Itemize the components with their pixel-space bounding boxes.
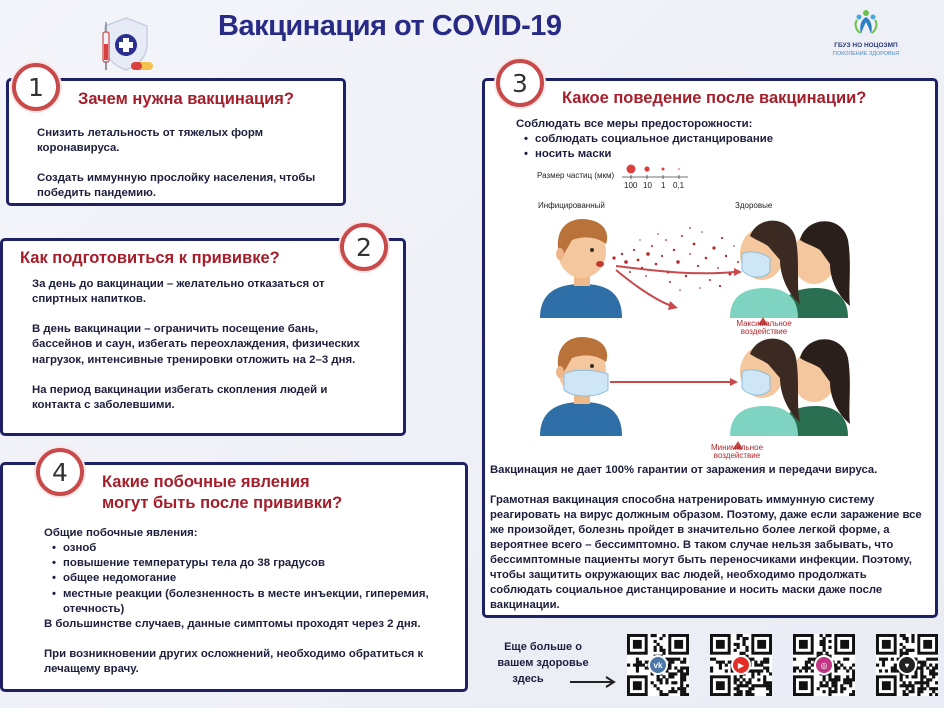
tick-label: 10 xyxy=(643,181,652,190)
section4-number: 4 xyxy=(36,448,84,496)
section4-bullet-list xyxy=(44,541,460,617)
youtube-icon: ▶ xyxy=(731,655,751,675)
page-title: Вакцинация от COVID-19 xyxy=(218,10,562,42)
section3-intro: Соблюдать все меры предосторожности: xyxy=(516,118,753,130)
section4-intro: Общие побочные явления: xyxy=(44,527,198,539)
section4-title-line1: Какие побочные явления xyxy=(102,473,310,491)
tick-label: 100 xyxy=(624,181,638,190)
arrow-right-icon xyxy=(568,675,618,689)
section3-intro-block xyxy=(516,117,916,162)
min-effect-label xyxy=(706,444,768,461)
list-item: • соблюдать социальное дистанцирование xyxy=(516,132,916,147)
instagram-icon: ◎ xyxy=(814,655,834,675)
more-info-line2: вашем здоровье xyxy=(497,656,589,669)
section4-title-line2: могут быть после прививки? xyxy=(102,493,343,512)
section3-title: Какое поведение после вакцинации? xyxy=(562,89,867,107)
max-effect-line2: воздействие xyxy=(740,327,788,337)
infected-label: Инфицированный xyxy=(538,201,605,210)
logo-icon xyxy=(851,8,881,36)
list-item: • носить маски xyxy=(516,147,916,162)
qr-code-vk[interactable] xyxy=(627,634,689,696)
section2-title: Как подготовиться к прививке? xyxy=(20,249,280,267)
max-effect-line1: Максимальное xyxy=(736,319,792,328)
section2-paragraph: За день до вакцинации – желательно отказаться от спиртных напитков. xyxy=(32,278,325,306)
logo xyxy=(828,8,904,64)
section2-text xyxy=(32,277,377,413)
section4-title xyxy=(102,472,342,513)
healthy-label: Здоровые xyxy=(735,201,773,210)
min-effect-line1: Минимальное xyxy=(710,443,764,452)
section1-number: 1 xyxy=(12,63,60,111)
section1-title: Зачем нужна вакцинация? xyxy=(78,90,294,108)
more-info-line3: здесь xyxy=(512,672,544,685)
list-item: • местные реакции (болезненность в месте инъекции, гиперемия, отечность) xyxy=(44,587,460,617)
section4-text xyxy=(44,526,460,677)
heart-logo-icon: ♥ xyxy=(897,655,917,675)
section3-number: 3 xyxy=(496,59,544,107)
illustration-unmasked xyxy=(530,210,850,318)
section2-number: 2 xyxy=(340,223,388,271)
min-effect-line2: воздействие xyxy=(713,451,761,461)
logo-line1: ГБУЗ НО НОЦОЗМП xyxy=(834,42,898,49)
vaccine-shield-icon xyxy=(95,12,157,76)
section3-body xyxy=(490,463,932,613)
section1-paragraph: Создать иммунную прослойку населения, чтобы победить пандемию. xyxy=(37,172,316,200)
qr-code-instagram[interactable] xyxy=(793,634,855,696)
list-item: • общее недомогание xyxy=(44,571,460,586)
logo-line2: ПОКОЛЕНИЕ ЗДОРОВЬЯ xyxy=(832,50,900,57)
tick-label: 1 xyxy=(661,181,666,190)
qr-code-site[interactable] xyxy=(876,634,938,696)
section2-paragraph: В день вакцинации – ограничить посещение бань, бассейнов и саун, избегать переохлаждения, физических нагрузок, интенсивные тренировки отложить на 2–3 дня. xyxy=(32,323,360,366)
section1-text xyxy=(37,126,332,202)
section1-paragraph: Снизить летальность от тяжелых форм коронавируса. xyxy=(37,127,264,155)
section4-after: В большинстве случаев, данные симптомы проходят через 2 дня. xyxy=(44,617,421,630)
section3-para1: Вакцинация не дает 100% гарантии от заражения и передачи вируса. xyxy=(490,464,878,476)
tick-label: 0,1 xyxy=(673,181,685,190)
list-item: • повышение температуры тела до 38 градусов xyxy=(44,556,460,571)
section2-paragraph: На период вакцинации избегать скопления людей и контакта с заболевшими. xyxy=(32,383,328,411)
section4-final: При возникновении других осложнений, необходимо обратиться к лечащему врачу. xyxy=(44,648,424,676)
illustration-masked xyxy=(530,328,850,436)
section3-bullet-list xyxy=(516,132,916,162)
qr-code-youtube[interactable] xyxy=(710,634,772,696)
section3-para2: Грамотная вакцинация способна натренировать иммунную систему реагировать на вирус должным образом. Поэтому, даже если заражение все же произойдет, болезнь пройдет в значительно более легкой форме, а вероятнее всего – бессимптомно. В таком случае нельзя забывать, что бессимптомные пациенты могут быть переносчиками инфекции. Поэтому, чтобы защитить окружающих вас людей, необходимо продолжать соблюдать социальное дистанцирование и носить маски даже после вакцинации. xyxy=(490,494,922,612)
list-item: • озноб xyxy=(44,541,460,556)
more-info-line1: Еще больше о xyxy=(504,641,582,653)
particle-size-label: Размер частиц (мкм) xyxy=(537,171,615,180)
vk-icon: vk xyxy=(648,655,668,675)
